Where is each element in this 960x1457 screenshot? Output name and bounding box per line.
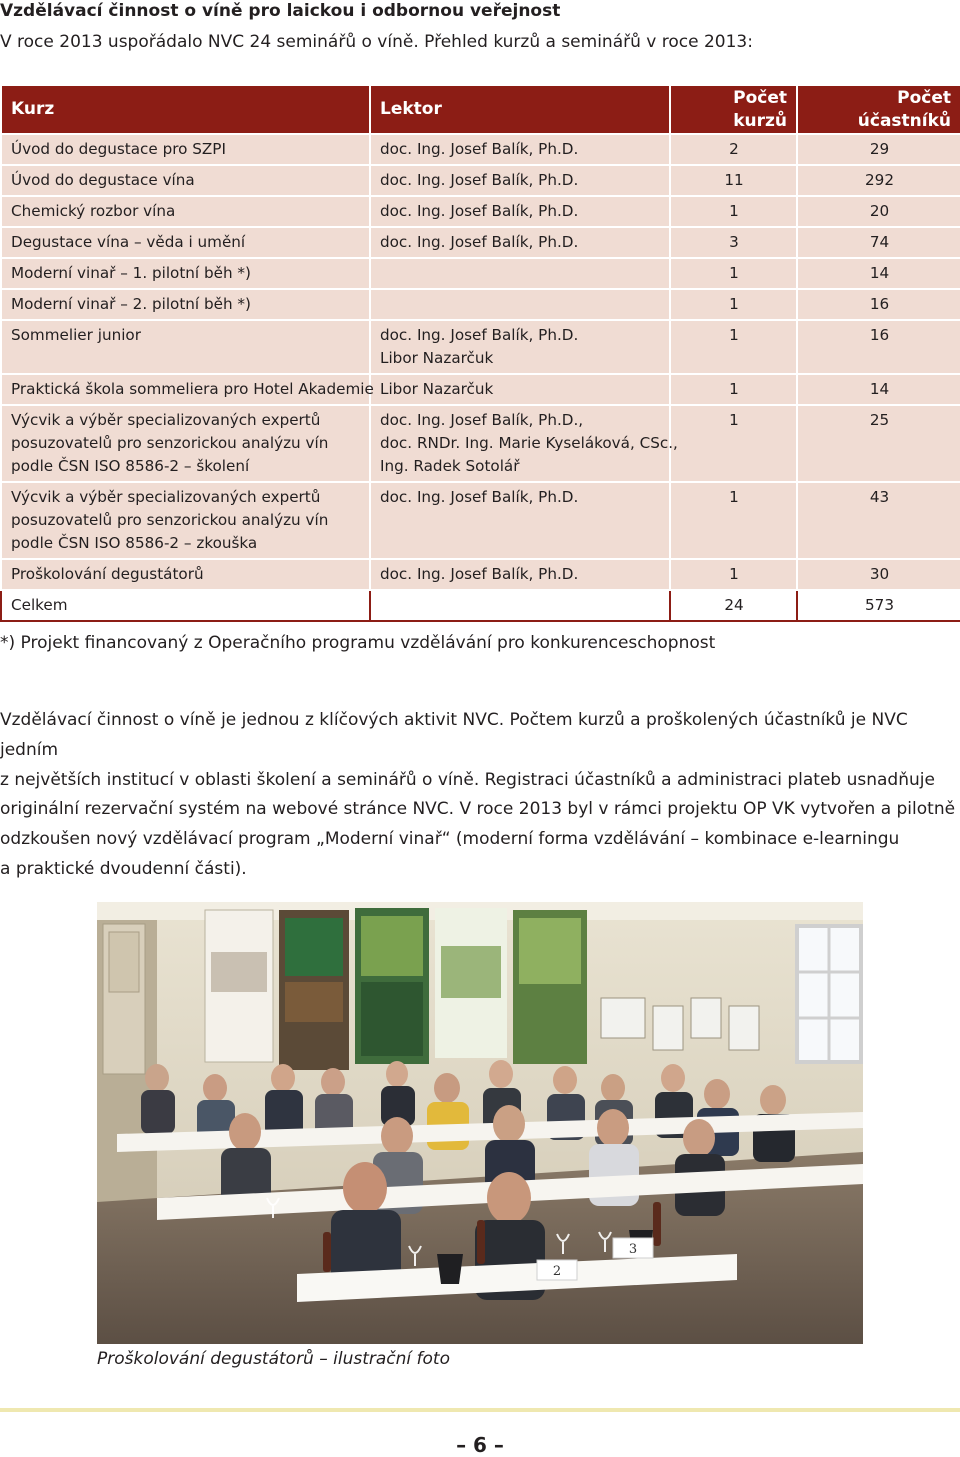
cell-lektor bbox=[370, 320, 670, 374]
cell-pocet-ucastniku-line: 14 bbox=[869, 380, 890, 398]
page-heading: Vzdělávací činnost o víně pro laickou i odbornou veřejnost bbox=[0, 1, 561, 21]
cell-pocet-ucastniku-line: 14 bbox=[869, 264, 890, 282]
cell-pocet-ucastniku bbox=[797, 227, 960, 258]
cell-total-kurzy-line: 24 bbox=[724, 596, 744, 614]
cell-lektor bbox=[370, 134, 670, 165]
cell-kurz bbox=[1, 374, 374, 405]
cell-total-kurzy bbox=[670, 590, 797, 621]
cell-kurz bbox=[1, 258, 370, 289]
cell-lektor bbox=[370, 374, 670, 405]
cell-pocet-ucastniku bbox=[797, 482, 960, 559]
cell-kurz bbox=[1, 196, 370, 227]
table-row bbox=[1, 258, 960, 289]
cell-kurz-line: Výcvik a výběr specializovaných expertů bbox=[11, 411, 321, 429]
cell-lektor bbox=[370, 289, 670, 320]
cell-pocet-ucastniku-line: 16 bbox=[869, 295, 890, 313]
cell-kurz bbox=[1, 289, 370, 320]
cell-pocet-ucastniku bbox=[797, 559, 960, 590]
table-row bbox=[1, 320, 960, 374]
cell-total-ucastnici-line: 573 bbox=[865, 596, 894, 614]
cell-lektor-line: doc. Ing. Josef Balík, Ph.D. bbox=[380, 326, 579, 344]
cell-lektor-line: doc. Ing. Josef Balík, Ph.D. bbox=[380, 202, 579, 220]
cell-pocet-kurzu-line: 1 bbox=[729, 326, 739, 344]
cell-kurz bbox=[1, 405, 370, 482]
cell-pocet-kurzu-line: 1 bbox=[729, 202, 739, 220]
cell-kurz-line: Moderní vinař – 1. pilotní běh *) bbox=[11, 264, 251, 282]
body-line: Vzdělávací činnost o víně je jednou z klíčových aktivit NVC. Počtem kurzů a proškolených účastníků je NVC jedním bbox=[0, 710, 908, 760]
cell-kurz bbox=[1, 320, 370, 374]
cell-kurz-line: Degustace vína – věda i umění bbox=[11, 233, 246, 251]
table-total-row bbox=[1, 590, 960, 621]
cell-lektor bbox=[370, 227, 670, 258]
table-body bbox=[1, 134, 960, 621]
cell-kurz bbox=[1, 134, 370, 165]
seminar-photo-illustration bbox=[97, 902, 863, 1344]
cell-kurz-line: podle ČSN ISO 8586-2 – zkouška bbox=[11, 534, 258, 552]
cell-pocet-kurzu-line: 1 bbox=[729, 380, 739, 398]
cell-pocet-kurzu bbox=[670, 227, 797, 258]
cell-kurz-line: Chemický rozbor vína bbox=[11, 202, 176, 220]
footer-rule bbox=[0, 1408, 960, 1412]
cell-pocet-ucastniku-line: 25 bbox=[869, 411, 890, 429]
cell-kurz bbox=[1, 482, 370, 559]
cell-pocet-ucastniku bbox=[797, 289, 960, 320]
cell-pocet-ucastniku-line: 29 bbox=[869, 140, 890, 158]
cell-lektor bbox=[370, 559, 670, 590]
cell-kurz bbox=[1, 227, 370, 258]
cell-pocet-kurzu-line: 1 bbox=[729, 565, 739, 583]
cell-lektor-line: doc. Ing. Josef Balík, Ph.D., bbox=[380, 411, 584, 429]
body-line: a praktické dvoudenní části). bbox=[0, 858, 247, 879]
cell-pocet-ucastniku-line: 16 bbox=[869, 326, 890, 344]
cell-kurz-line: posuzovatelů pro senzorickou analýzu vín bbox=[11, 511, 329, 529]
cell-lektor bbox=[370, 405, 678, 482]
cell-lektor-line: Ing. Radek Sotolář bbox=[380, 457, 520, 475]
cell-pocet-kurzu bbox=[670, 374, 797, 405]
table-row bbox=[1, 134, 960, 165]
cell-lektor-line: doc. Ing. Josef Balík, Ph.D. bbox=[380, 488, 579, 506]
cell-kurz-line: Sommelier junior bbox=[11, 326, 141, 344]
cell-pocet-ucastniku-line: 292 bbox=[865, 171, 894, 189]
photo-caption: Proškolování degustátorů – ilustrační foto bbox=[97, 1349, 450, 1369]
body-line: odzkoušen nový vzdělávací program „Moderní vinař“ (moderní forma vzdělávání – kombinace e-learningu bbox=[0, 829, 900, 850]
table-row bbox=[1, 165, 960, 196]
table-row bbox=[1, 559, 960, 590]
cell-kurz-line: posuzovatelů pro senzorickou analýzu vín bbox=[11, 434, 329, 452]
body-line: z největších institucí v oblasti školení a seminářů o víně. Registraci účastníků a administraci plateb usnadňuje bbox=[0, 769, 935, 790]
cell-lektor-line: doc. Ing. Josef Balík, Ph.D. bbox=[380, 171, 579, 189]
cell-pocet-kurzu bbox=[670, 165, 797, 196]
cell-kurz-line: Proškolování degustátorů bbox=[11, 565, 204, 583]
cell-pocet-kurzu bbox=[670, 196, 797, 227]
cell-lektor bbox=[370, 482, 670, 559]
table-card-2: 2 bbox=[552, 1264, 562, 1279]
cell-pocet-kurzu-line: 2 bbox=[729, 140, 739, 158]
header-kurz: Kurz bbox=[1, 85, 370, 134]
table-row bbox=[1, 289, 960, 320]
cell-kurz bbox=[1, 559, 370, 590]
seminar-photo bbox=[97, 902, 863, 1344]
cell-pocet-kurzu-line: 1 bbox=[729, 264, 739, 282]
header-pocet-ucastniku: Počet účastníků bbox=[797, 85, 960, 134]
cell-pocet-ucastniku-line: 43 bbox=[869, 488, 890, 506]
page-number: – 6 – bbox=[456, 1433, 504, 1457]
cell-lektor bbox=[370, 196, 670, 227]
cell-kurz-line: Úvod do degustace vína bbox=[11, 171, 195, 189]
cell-pocet-kurzu-line: 1 bbox=[729, 411, 739, 429]
cell-pocet-kurzu bbox=[670, 482, 797, 559]
body-line: originální rezervační systém na webové stránce NVC. V roce 2013 byl v rámci projektu OP VK vytvořen a pilotně bbox=[0, 799, 956, 820]
cell-lektor-line: Libor Nazarčuk bbox=[380, 349, 494, 367]
cell-kurz-line: Úvod do degustace pro SZPI bbox=[11, 140, 226, 158]
table-card-3: 3 bbox=[628, 1242, 638, 1257]
cell-pocet-kurzu bbox=[670, 320, 797, 374]
cell-pocet-kurzu bbox=[670, 559, 797, 590]
cell-pocet-ucastniku bbox=[797, 165, 960, 196]
cell-total-label bbox=[1, 590, 370, 621]
cell-pocet-kurzu bbox=[670, 258, 797, 289]
cell-total-empty bbox=[370, 590, 670, 621]
cell-pocet-kurzu-line: 1 bbox=[729, 488, 739, 506]
header-pocet-kurzu: Počet kurzů bbox=[670, 85, 797, 134]
cell-pocet-ucastniku bbox=[797, 320, 960, 374]
footnote: *) Projekt financovaný z Operačního programu vzdělávání pro konkurenceschopnost bbox=[0, 633, 716, 653]
table-header-row bbox=[1, 85, 960, 134]
courses-table bbox=[0, 84, 960, 622]
cell-pocet-kurzu-line: 11 bbox=[724, 171, 744, 189]
cell-pocet-ucastniku bbox=[797, 405, 960, 482]
cell-pocet-ucastniku-line: 30 bbox=[869, 565, 890, 583]
table-row bbox=[1, 196, 960, 227]
header-lektor: Lektor bbox=[370, 85, 670, 134]
body-paragraph bbox=[0, 706, 960, 885]
table-row bbox=[1, 482, 960, 559]
cell-kurz-line: Výcvik a výběr specializovaných expertů bbox=[11, 488, 321, 506]
cell-pocet-ucastniku-line: 20 bbox=[869, 202, 890, 220]
cell-kurz bbox=[1, 165, 370, 196]
intro-text: V roce 2013 uspořádalo NVC 24 seminářů o víně. Přehled kurzů a seminářů v roce 2013: bbox=[0, 32, 753, 52]
cell-kurz-line: Praktická škola sommeliera pro Hotel Akademie bbox=[11, 380, 374, 398]
table-row bbox=[1, 405, 960, 482]
cell-kurz-line: podle ČSN ISO 8586-2 – školení bbox=[11, 457, 250, 475]
cell-pocet-ucastniku bbox=[797, 196, 960, 227]
cell-pocet-ucastniku-line: 74 bbox=[869, 233, 890, 251]
cell-lektor-line: doc. Ing. Josef Balík, Ph.D. bbox=[380, 565, 579, 583]
cell-lektor bbox=[370, 258, 670, 289]
cell-total-ucastnici bbox=[797, 590, 960, 621]
cell-lektor bbox=[370, 165, 670, 196]
cell-pocet-ucastniku bbox=[797, 374, 960, 405]
cell-pocet-kurzu bbox=[670, 134, 797, 165]
cell-pocet-kurzu-line: 1 bbox=[729, 295, 739, 313]
cell-lektor-line: doc. Ing. Josef Balík, Ph.D. bbox=[380, 233, 579, 251]
cell-pocet-ucastniku bbox=[797, 258, 960, 289]
table-row bbox=[1, 227, 960, 258]
table-row bbox=[1, 374, 960, 405]
cell-lektor-line: doc. RNDr. Ing. Marie Kyseláková, CSc., bbox=[380, 434, 678, 452]
cell-pocet-kurzu bbox=[670, 289, 797, 320]
cell-pocet-kurzu-line: 3 bbox=[729, 233, 739, 251]
cell-lektor-line: doc. Ing. Josef Balík, Ph.D. bbox=[380, 140, 579, 158]
cell-kurz-line: Moderní vinař – 2. pilotní běh *) bbox=[11, 295, 251, 313]
cell-pocet-kurzu bbox=[670, 405, 797, 482]
cell-lektor-line: Libor Nazarčuk bbox=[380, 380, 494, 398]
cell-total-label-line: Celkem bbox=[11, 596, 68, 614]
cell-pocet-ucastniku bbox=[797, 134, 960, 165]
